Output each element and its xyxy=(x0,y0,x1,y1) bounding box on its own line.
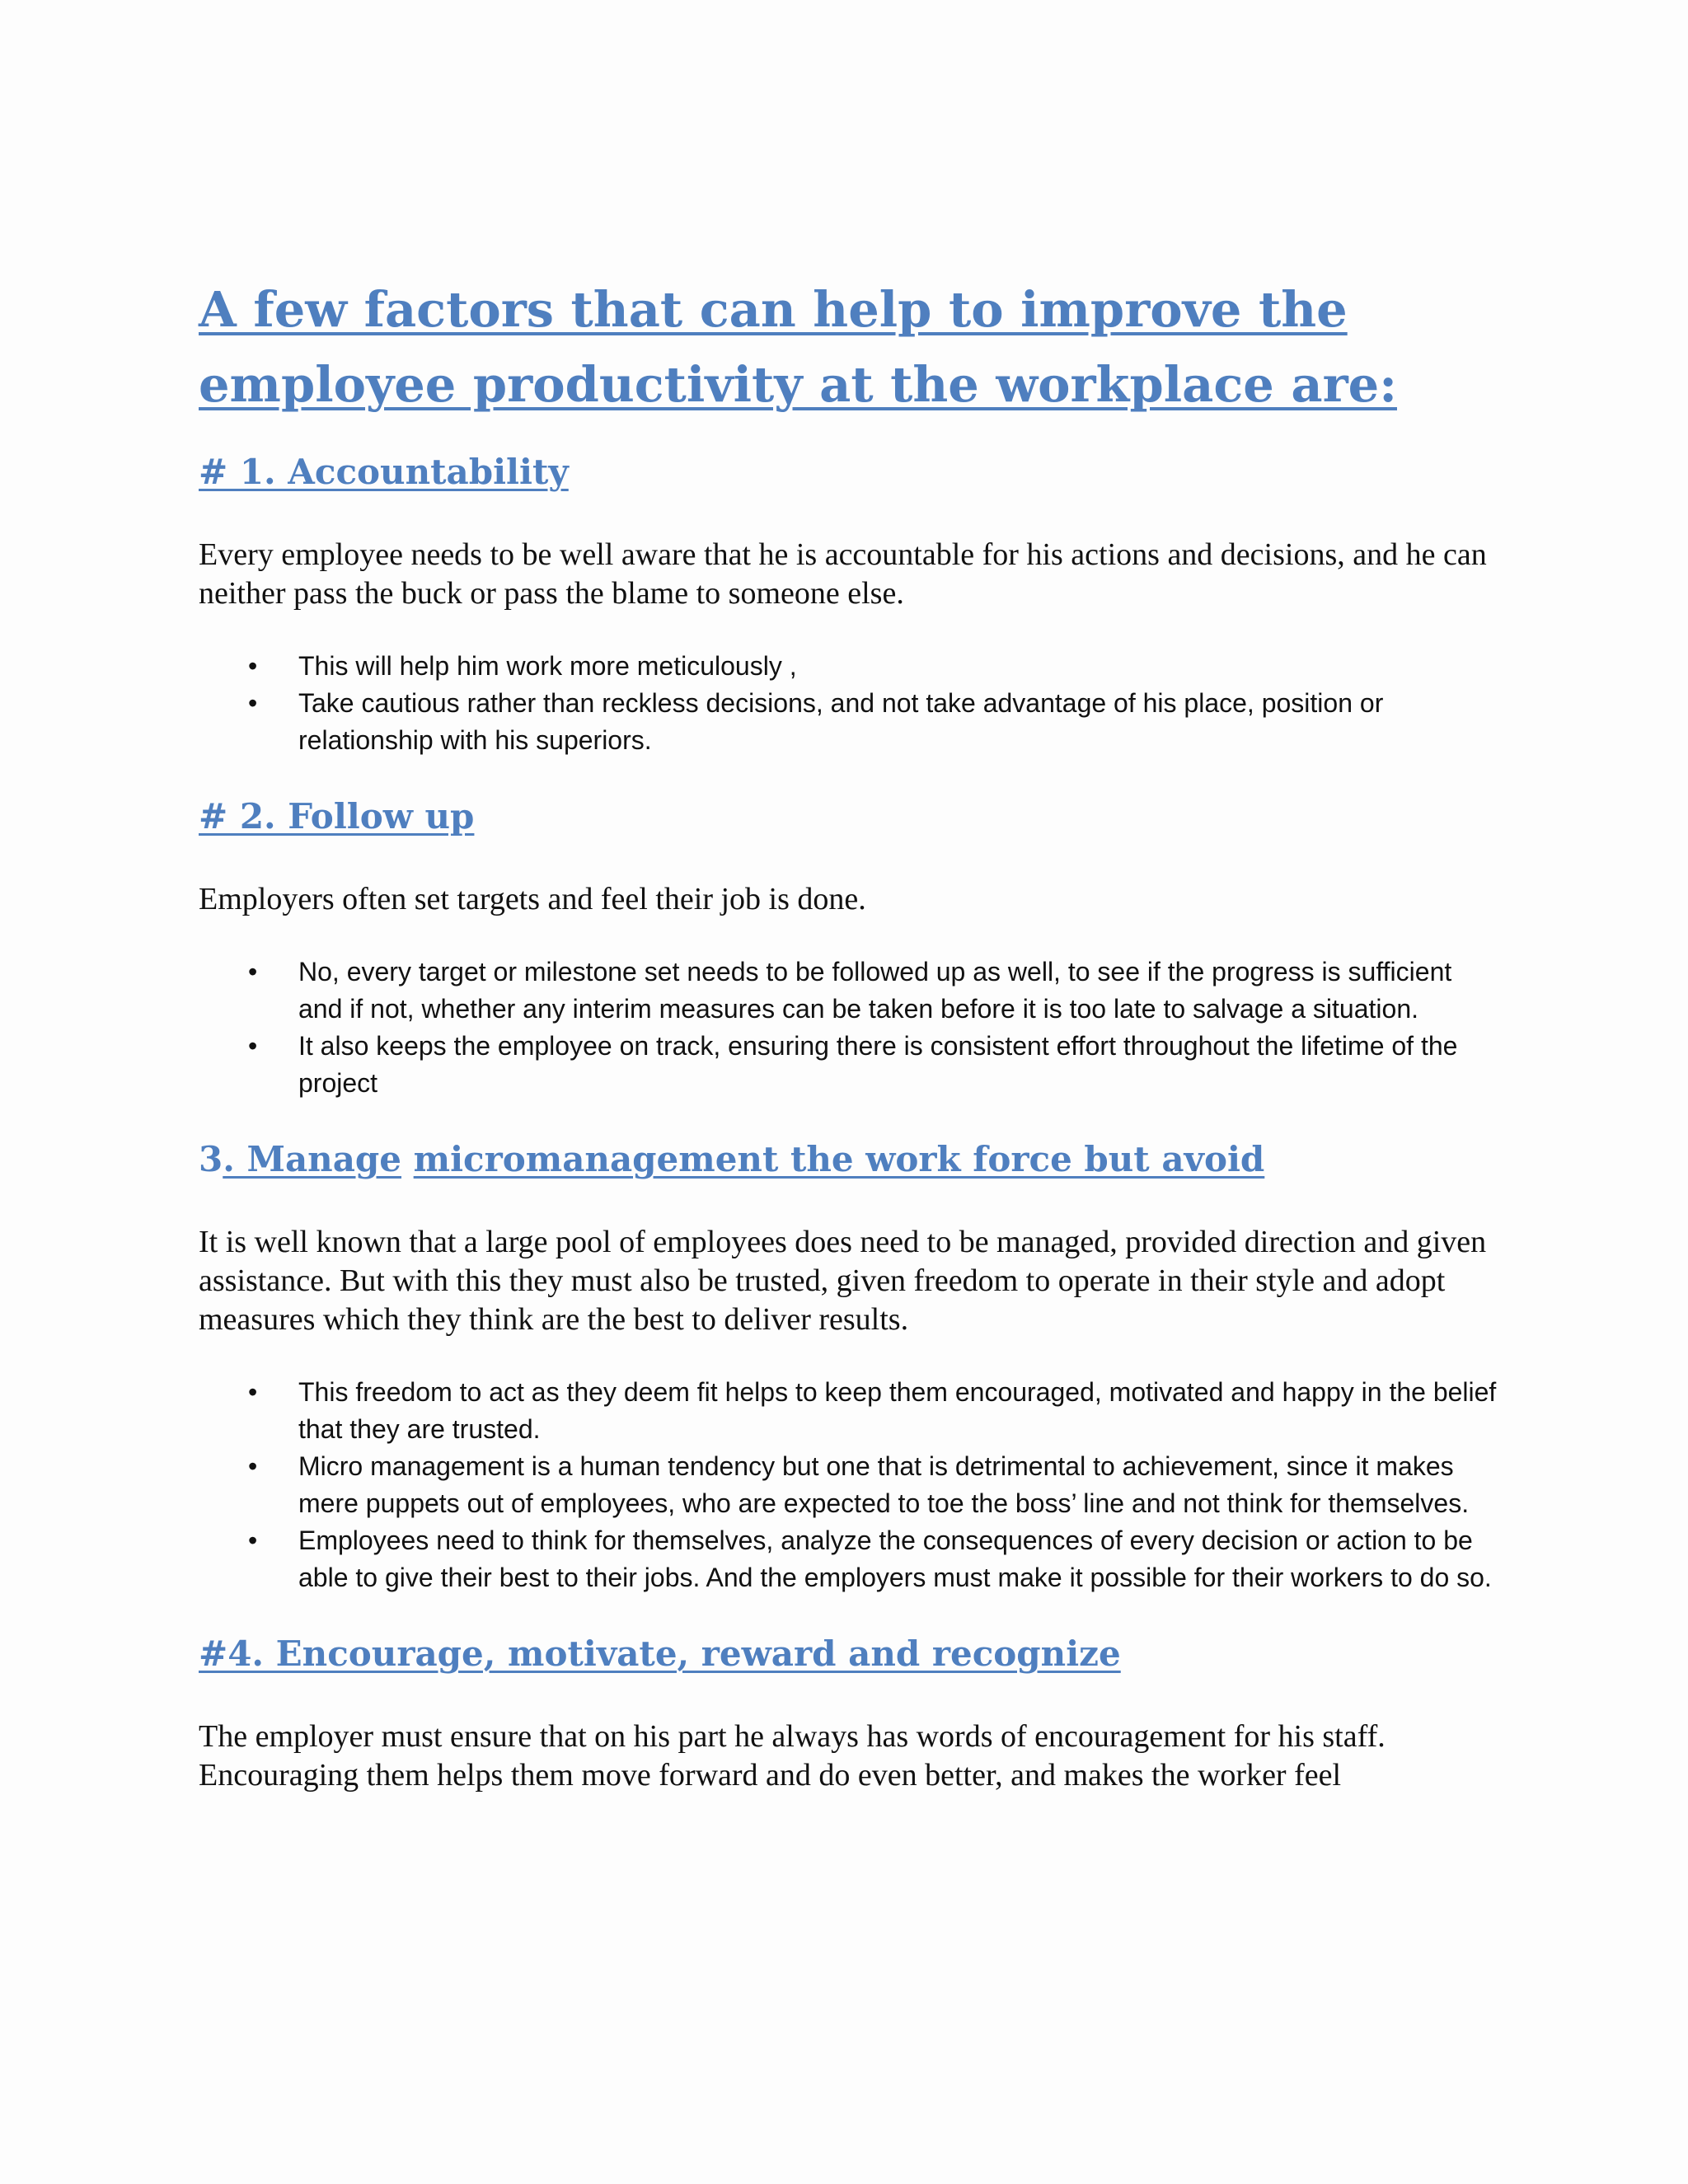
document-content xyxy=(199,272,1501,1795)
list-item: • No, every target or milestone set needs to be followed up as well, to see if the progress is sufficient and if not, whether any interim measures can be taken before it is too late to salvage a situation. xyxy=(199,954,1501,1028)
section-1-bullet-list xyxy=(199,648,1501,759)
section-3-bullet-list xyxy=(199,1374,1501,1596)
section-1-heading: # 1. Accountability xyxy=(199,452,569,492)
title-line-2: employee productivity at the workplace are: xyxy=(199,356,1397,413)
list-item: • Micro management is a human tendency but one that is detrimental to achievement, since it makes mere puppets out of employees, who are expected to toe the boss’ line and not think for themselves. xyxy=(199,1448,1501,1522)
section-2-bullet-list xyxy=(199,954,1501,1102)
title-line-1: A few factors that can help to improve the xyxy=(199,281,1348,338)
section-3-heading: 3. Manage micromanagement the work force but avoid xyxy=(199,1139,1265,1179)
document-title xyxy=(199,272,1501,422)
bullet-icon: • xyxy=(248,1451,258,1481)
bullet-icon: • xyxy=(248,957,258,987)
section-2-paragraph: Employers often set targets and feel their job is done. xyxy=(199,882,866,916)
list-item: • This freedom to act as they deem fit helps to keep them encouraged, motivated and happy in the belief that they are trusted. xyxy=(199,1374,1501,1448)
section-4-paragraph: The employer must ensure that on his part he always has words of encouragement for his staff. Encouraging them helps them move forward and do even better, and makes the worker feel xyxy=(199,1719,1386,1793)
bullet-icon: • xyxy=(248,651,258,681)
bullet-icon: • xyxy=(248,1377,258,1407)
section-1-paragraph: Every employee needs to be well aware that he is accountable for his actions and decisions, and he can neither pass the buck or pass the blame to someone else. xyxy=(199,537,1487,611)
list-item: • Take cautious rather than reckless decisions, and not take advantage of his place, position or relationship with his superiors. xyxy=(199,685,1501,759)
bullet-icon: • xyxy=(248,1031,258,1061)
section-4-heading: #4. Encourage, motivate, reward and recognize xyxy=(199,1633,1121,1674)
bullet-icon: • xyxy=(248,1526,258,1555)
list-item: • It also keeps the employee on track, ensuring there is consistent effort throughout the lifetime of the project xyxy=(199,1028,1501,1102)
section-2-heading: # 2. Follow up xyxy=(199,796,475,837)
list-item: • Employees need to think for themselves, analyze the consequences of every decision or action to be able to give their best to their jobs. And the employers must make it possible for their workers to do so. xyxy=(199,1522,1501,1596)
list-item: • This will help him work more meticulously , xyxy=(199,648,1501,685)
bullet-icon: • xyxy=(248,688,258,718)
section-3-paragraph: It is well known that a large pool of employees does need to be managed, provided direction and given assistance. But with this they must also be trusted, given freedom to operate in their style and adopt measures which they think are the best to deliver results. xyxy=(199,1225,1487,1337)
